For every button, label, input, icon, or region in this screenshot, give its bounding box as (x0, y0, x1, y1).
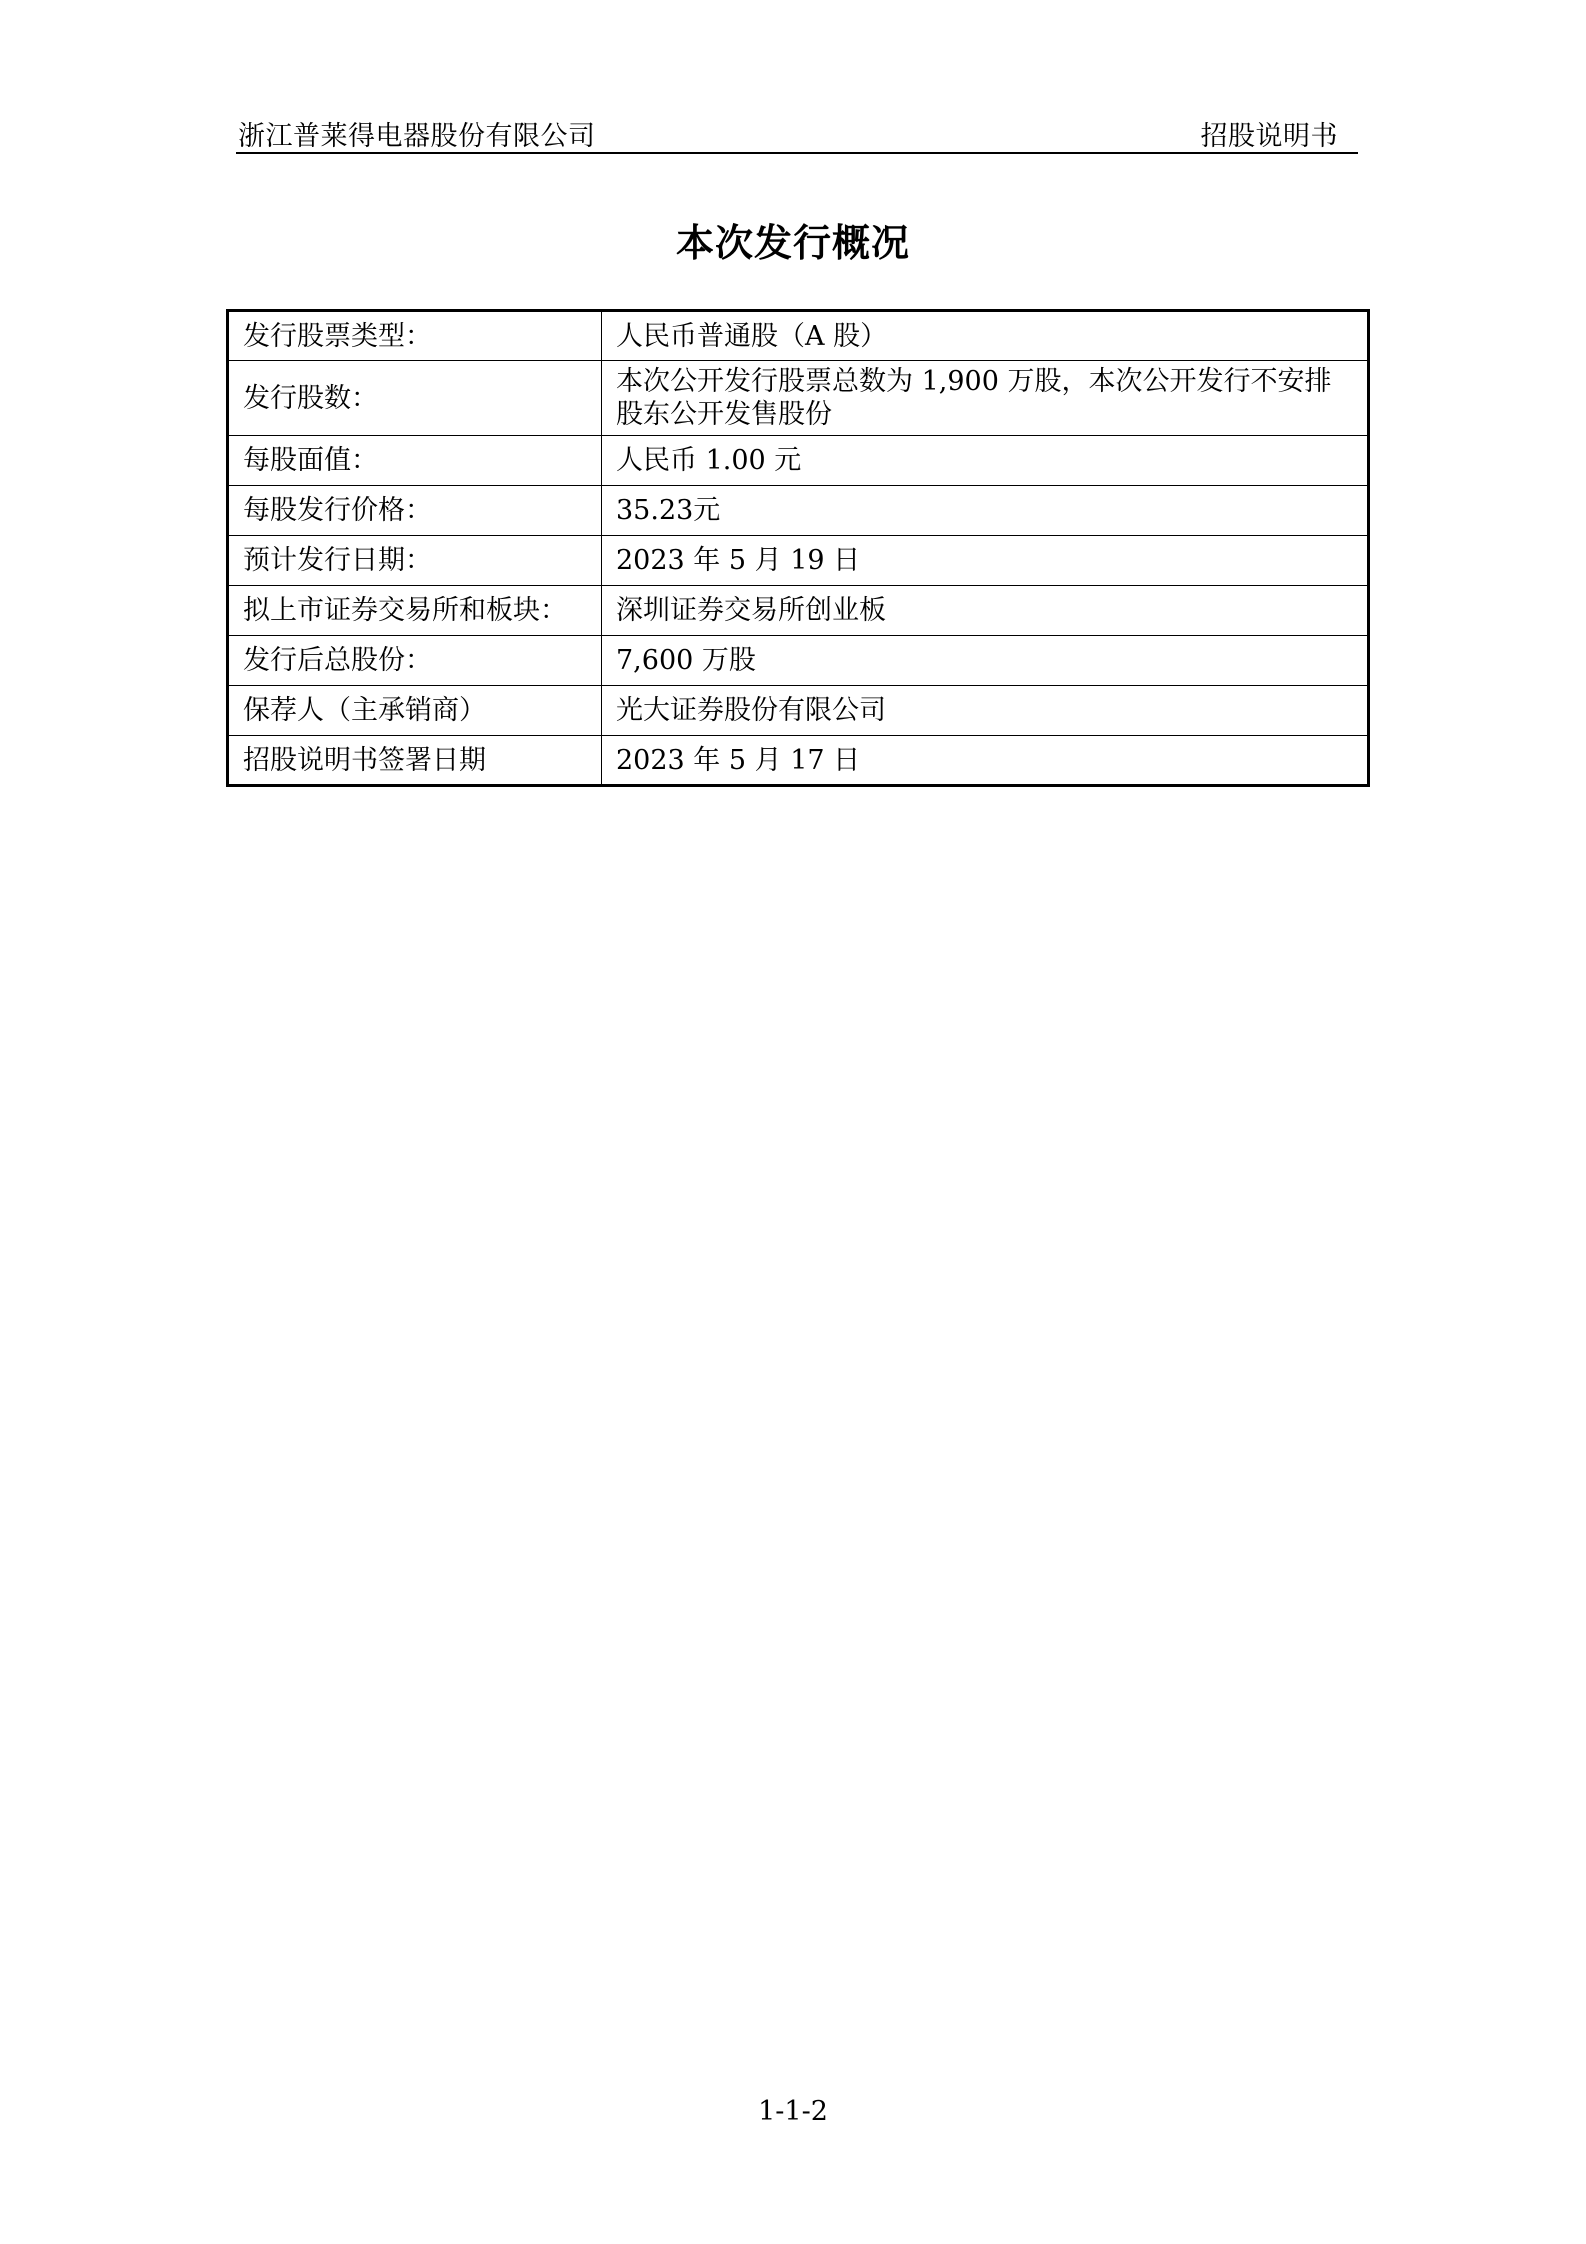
row-label-sponsor: 保荐人（主承销商） (228, 686, 602, 736)
table-row (228, 686, 1369, 736)
table-row (228, 586, 1369, 636)
row-label-signing-date: 招股说明书签署日期 (228, 736, 602, 786)
table-row (228, 736, 1369, 786)
table-row (228, 311, 1369, 361)
page-number: 1-1-2 (758, 2096, 828, 2127)
page-header (236, 112, 1358, 154)
row-label-par-value: 每股面值： (228, 436, 602, 486)
header-document-type: 招股说明书 (1200, 121, 1338, 152)
row-value-issue-date: 2023 年 5 月 19 日 (602, 536, 1369, 586)
table-row (228, 536, 1369, 586)
table-row (228, 636, 1369, 686)
row-label-exchange-board: 拟上市证券交易所和板块： (228, 586, 602, 636)
row-value-par-value: 人民币 1.00 元 (602, 436, 1369, 486)
offering-overview-table (226, 309, 1370, 787)
section-title: 本次发行概况 (675, 221, 910, 265)
row-label-shares-issued: 发行股数： (228, 361, 602, 436)
row-label-issue-date: 预计发行日期： (228, 536, 602, 586)
row-value-exchange-board: 深圳证券交易所创业板 (602, 586, 1369, 636)
header-company-name: 浙江普莱得电器股份有限公司 (238, 121, 596, 152)
table-row (228, 361, 1369, 436)
row-value-stock-type: 人民币普通股（A 股） (602, 311, 1369, 361)
row-value-total-shares-after: 7,600 万股 (602, 636, 1369, 686)
table-row (228, 436, 1369, 486)
row-label-total-shares-after: 发行后总股份： (228, 636, 602, 686)
table-row (228, 486, 1369, 536)
row-value-issue-price: 35.23元 (602, 486, 1369, 536)
row-value-sponsor: 光大证券股份有限公司 (602, 686, 1369, 736)
row-label-issue-price: 每股发行价格： (228, 486, 602, 536)
row-value-shares-issued: 本次公开发行股票总数为 1,900 万股，本次公开发行不安排股东公开发售股份 (602, 361, 1369, 436)
row-label-stock-type: 发行股票类型： (228, 311, 602, 361)
row-value-signing-date: 2023 年 5 月 17 日 (602, 736, 1369, 786)
